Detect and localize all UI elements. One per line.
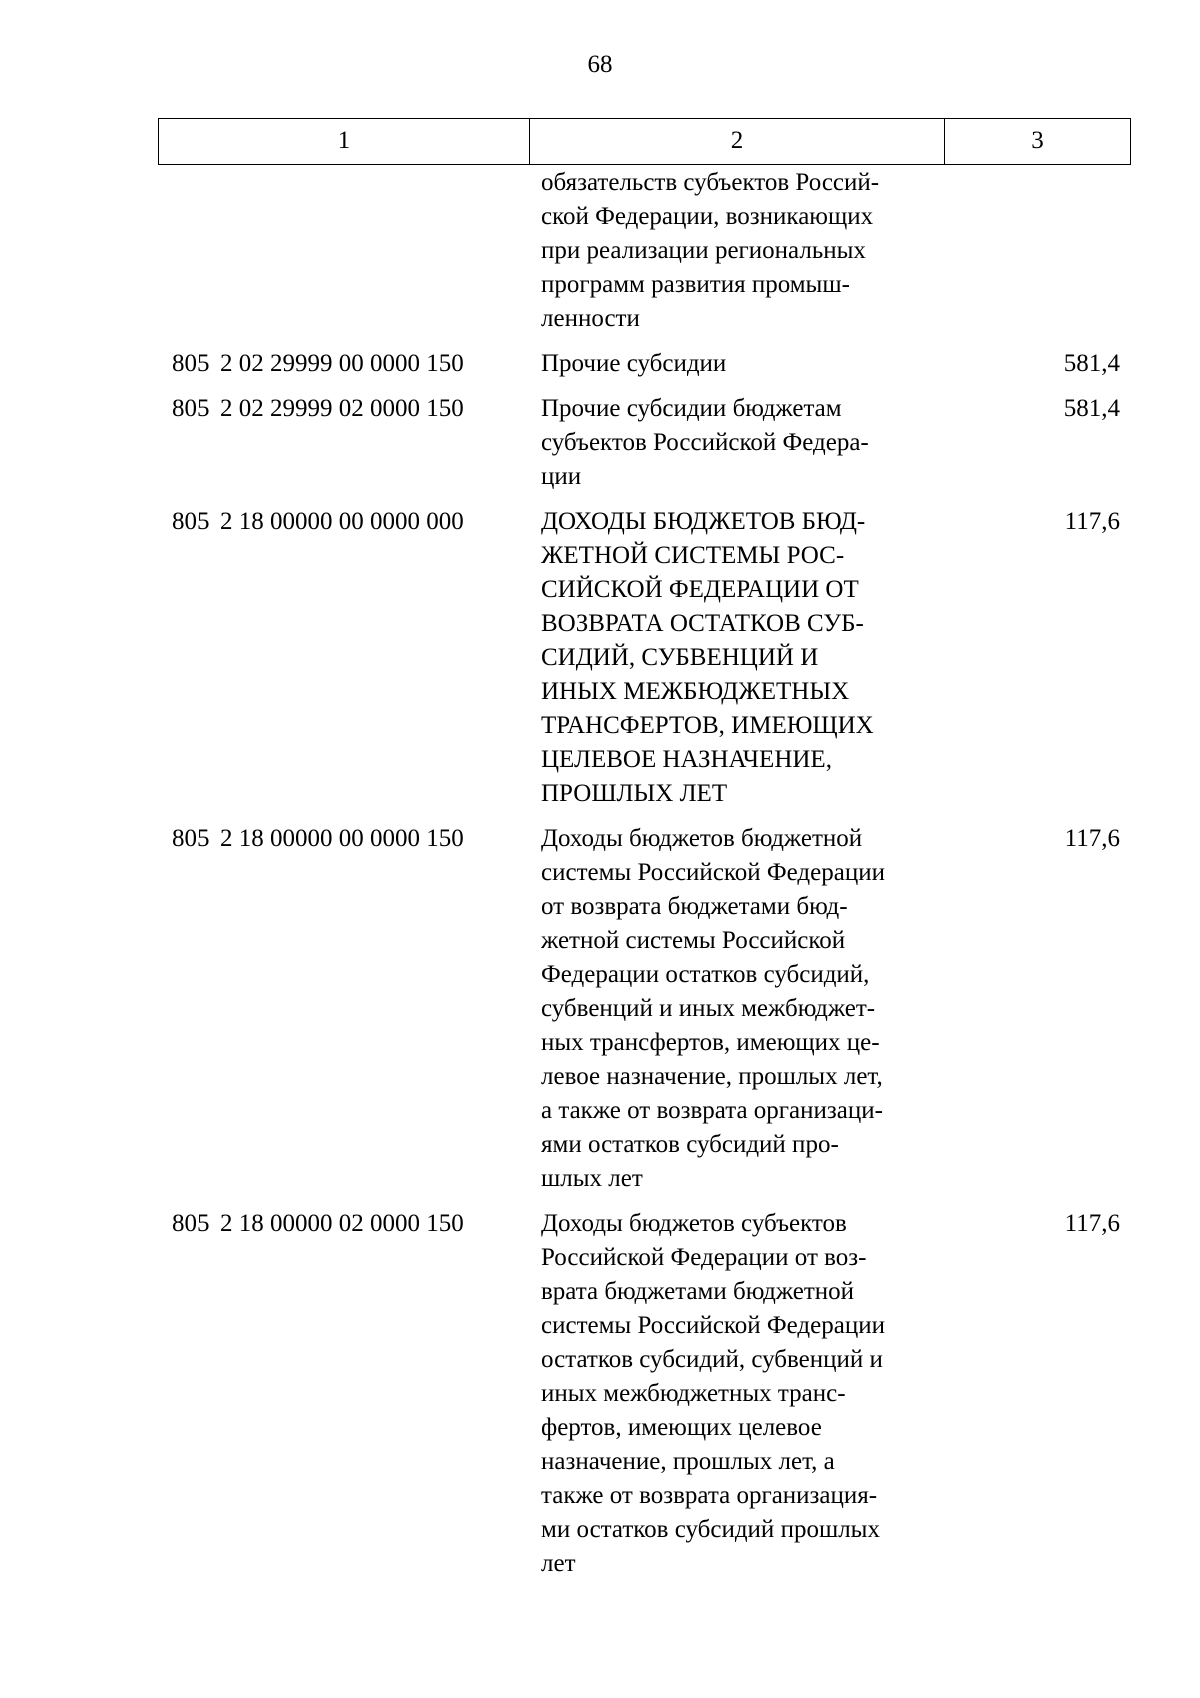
admin-code-cell xyxy=(158,166,218,336)
amount-cell xyxy=(944,166,1131,336)
table-header xyxy=(158,118,1131,165)
header-col-3: 3 xyxy=(1031,127,1044,154)
income-name-cell: Доходы бюджетов субъектов Российской Федерации от воз- врата бюджетами бюджетной системы Российской Федерации остатков субсидий, субвенций и иных межбюджетных транс- фертов, имеющих целевое назначение, прошлых лет, а также от возврата организация- ми остатков субсидий прошлых лет xyxy=(541,1210,885,1577)
amount-cell: 117,6 xyxy=(1064,508,1120,535)
income-name-cell: Прочие субсидии бюджетам субъектов Российской Федера- ции xyxy=(541,395,869,490)
table-body xyxy=(158,166,1131,1581)
table-row xyxy=(158,505,1131,811)
amount-cell: 581,4 xyxy=(1063,350,1120,377)
admin-code-cell: 805 xyxy=(172,395,210,422)
table-row xyxy=(158,347,1131,381)
income-name-cell: Доходы бюджетов бюджетной системы Российской Федерации от возврата бюджетами бюд- жетной системы Российской Федерации остатков субсидий, субвенций и иных межбюджет- ных трансфертов, имеющих це- левое назначение, прошлых лет, а также от возврата организаци- ями остатков субсидий про- шлых лет xyxy=(541,825,885,1192)
header-col-1: 1 xyxy=(159,119,530,164)
page-number: 68 xyxy=(587,51,613,78)
admin-code-cell: 805 xyxy=(172,825,210,852)
budget-code-cell: 2 02 29999 00 0000 150 xyxy=(220,350,464,377)
budget-code-cell: 2 18 00000 00 0000 150 xyxy=(220,825,464,852)
income-name-cell: обязательств субъектов Россий- ской Федерации, возникающих при реализации региональных программ развития промыш- ленности xyxy=(541,169,880,332)
admin-code-cell: 805 xyxy=(172,508,210,535)
table-row xyxy=(158,822,1131,1196)
budget-code-cell: 2 02 29999 02 0000 150 xyxy=(220,395,464,422)
table-row xyxy=(158,1207,1131,1581)
amount-cell: 117,6 xyxy=(1064,1210,1120,1237)
budget-code-cell xyxy=(218,166,529,336)
income-name-cell: Прочие субсидии xyxy=(541,350,727,377)
budget-code-cell: 2 18 00000 02 0000 150 xyxy=(220,1210,464,1237)
income-name-cell: ДОХОДЫ БЮДЖЕТОВ БЮД- ЖЕТНОЙ СИСТЕМЫ РОС- СИЙСКОЙ ФЕДЕРАЦИИ ОТ ВОЗВРАТА ОСТАТКОВ СУБ- СИДИЙ, СУБВЕНЦИЙ И ИНЫХ МЕЖБЮДЖЕТНЫХ ТРАНСФЕРТОВ, ИМЕЮЩИХ ЦЕЛЕВОЕ НАЗНАЧЕНИЕ, ПРОШЛЫХ ЛЕТ xyxy=(541,508,874,807)
budget-code-cell: 2 18 00000 00 0000 000 xyxy=(220,508,464,535)
admin-code-cell: 805 xyxy=(172,1210,210,1237)
amount-cell: 117,6 xyxy=(1064,825,1120,852)
amount-cell: 581,4 xyxy=(1063,395,1120,422)
admin-code-cell: 805 xyxy=(172,350,210,377)
table-row xyxy=(158,392,1131,494)
header-col-2: 2 xyxy=(530,119,945,164)
table-row xyxy=(158,166,1131,336)
